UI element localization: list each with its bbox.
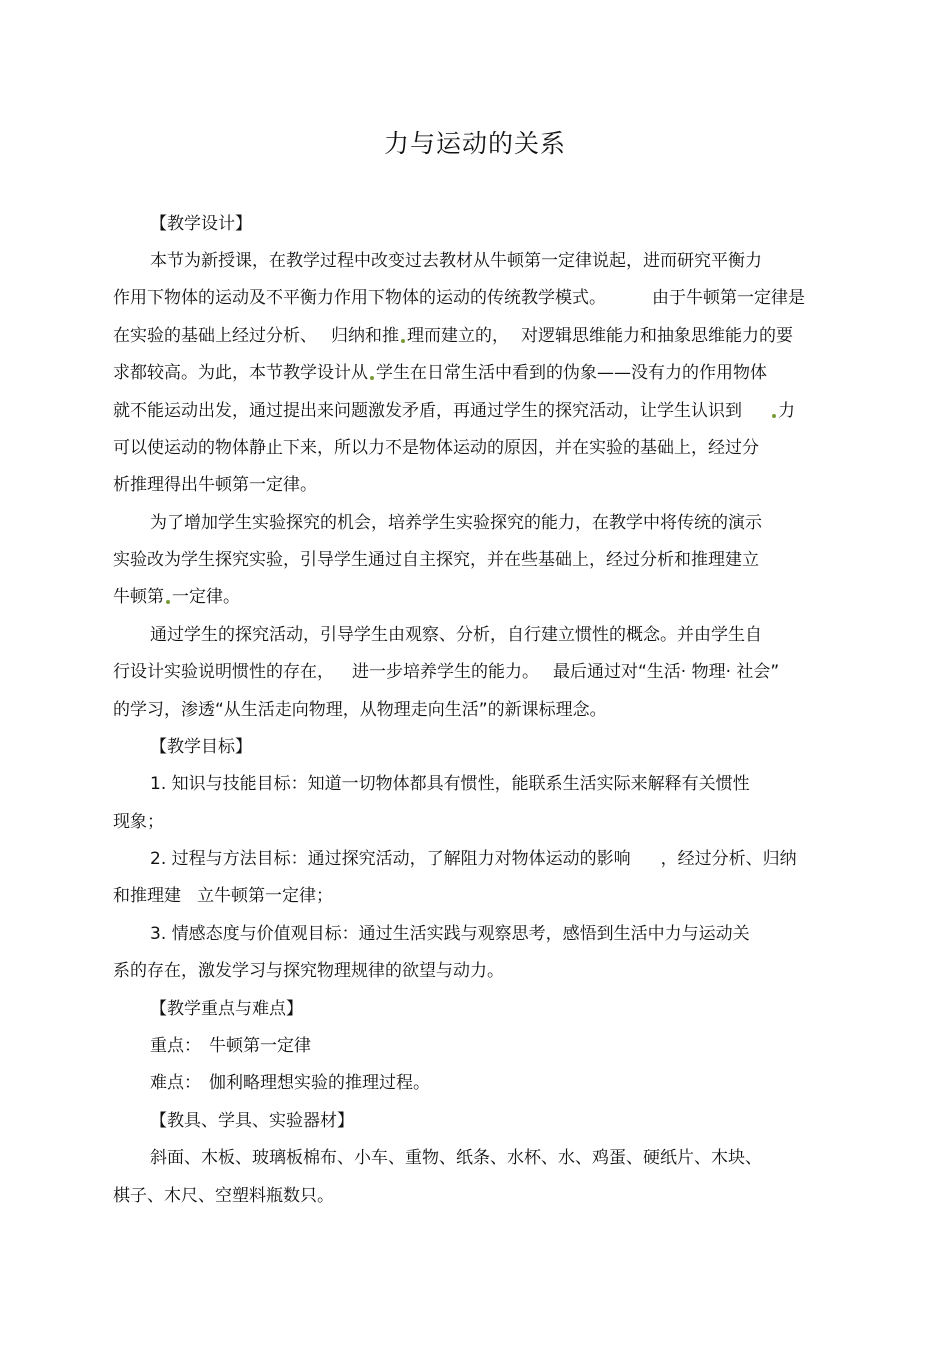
goal-line: 和推理建 立牛顿第一定律； bbox=[113, 886, 333, 906]
ink-mark bbox=[772, 414, 776, 418]
paragraph-line: 作用下物体的运动及不平衡力作用下物体的运动的传统教学模式。 由于牛顿第一定律是 bbox=[113, 288, 805, 308]
materials-line: 棋子、木尺、空塑料瓶数只。 bbox=[113, 1186, 334, 1206]
goal-line: 系的存在，激发学习与探究物理规律的欲望与动力。 bbox=[113, 961, 504, 981]
paragraph-line: 行设计实验说明惯性的存在， 进一步培养学生的能力。 最后通过对“生活· 物理· 社会” bbox=[113, 662, 780, 682]
paragraph-line: 析推理得出牛顿第一定律。 bbox=[113, 475, 317, 495]
section-heading-materials: 【教具、学具、实验器材】 bbox=[150, 1111, 354, 1131]
paragraph-line: 为了增加学生实验探究的机会，培养学生实验探究的能力，在教学中将传统的演示 bbox=[150, 513, 762, 533]
ink-mark bbox=[166, 600, 170, 604]
paragraph-line: 实验改为学生探究实验，引导学生通过自主探究，并在些基础上，经过分析和推理建立 bbox=[113, 550, 759, 570]
difficult-point: 难点： 伽利略理想实验的推理过程。 bbox=[150, 1073, 430, 1093]
paragraph-line: 本节为新授课，在教学过程中改变过去教材从牛顿第一定律说起，进而研究平衡力 bbox=[150, 251, 762, 271]
key-point: 重点： 牛顿第一定律 bbox=[150, 1036, 311, 1056]
paragraph-line: 牛顿第 一定律。 bbox=[113, 587, 240, 607]
section-heading-design: 【教学设计】 bbox=[150, 214, 252, 234]
paragraph-line: 在实验的基础上经过分析、 归纳和推 理而建立的， 对逻辑思维能力和抽象思维能力的要 bbox=[113, 326, 793, 346]
paragraph-line: 通过学生的探究活动，引导学生由观察、分析，自行建立惯性的概念。并由学生自 bbox=[150, 625, 762, 645]
goal-line: 3. 情感态度与价值观目标：通过生活实践与观察思考，感悟到生活中力与运动关 bbox=[150, 924, 750, 944]
section-heading-keypoints: 【教学重点与难点】 bbox=[150, 999, 303, 1019]
section-heading-goals: 【教学目标】 bbox=[150, 737, 252, 757]
page-title: 力与运动的关系 bbox=[383, 129, 566, 158]
ink-mark bbox=[370, 376, 374, 380]
goal-line: 现象； bbox=[113, 812, 164, 832]
paragraph-line: 的学习，渗透“从生活走向物理，从物理走向生活”的新课标理念。 bbox=[113, 700, 607, 720]
materials-line: 斜面、木板、玻璃板棉布、小车、重物、纸条、水杯、水、鸡蛋、硬纸片、木块、 bbox=[150, 1148, 762, 1168]
paragraph-line: 就不能运动出发，通过提出来问题激发矛盾，再通过学生的探究活动，让学生认识到 力 bbox=[113, 401, 795, 421]
goal-line: 1. 知识与技能目标：知道一切物体都具有惯性，能联系生活实际来解释有关惯性 bbox=[150, 774, 750, 794]
goal-line: 2. 过程与方法目标：通过探究活动，了解阻力对物体运动的影响 ，经过分析、归纳 bbox=[150, 849, 797, 869]
paragraph-line: 求都较高。为此，本节教学设计从 学生在日常生活中看到的伪象——没有力的作用物体 bbox=[113, 363, 767, 383]
paragraph-line: 可以使运动的物体静止下来，所以力不是物体运动的原因，并在实验的基础上，经过分 bbox=[113, 438, 759, 458]
ink-mark bbox=[401, 339, 405, 343]
